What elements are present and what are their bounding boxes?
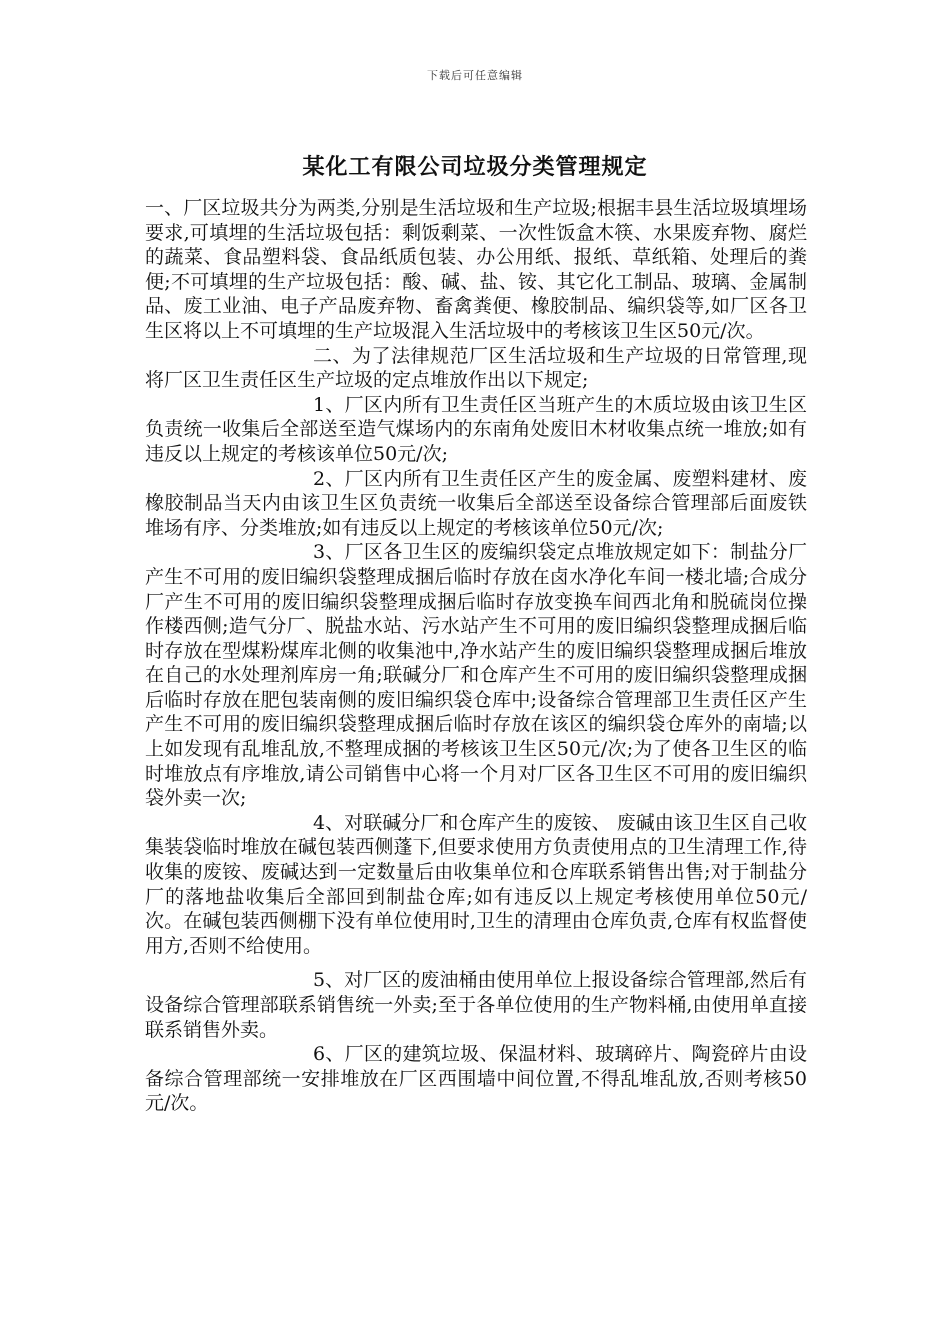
document-body bbox=[145, 196, 807, 1116]
paragraph-3: 1、厂区内所有卫生责任区当班产生的木质垃圾由该卫生区负责统一收集后全部送至造气煤场内的东南角处废旧木材收集点统一堆放;如有违反以上规定的考核该单位50元/次; bbox=[145, 393, 807, 465]
document-title: 某化工有限公司垃圾分类管理规定 bbox=[302, 155, 648, 180]
paragraph-4: 2、厂区内所有卫生责任区产生的废金属、废塑料建材、废橡胶制品当天内由该卫生区负责统一收集后全部送至设备综合管理部后面废铁堆场有序、分类堆放;如有违反以上规定的考核该单位50元/次; bbox=[145, 467, 807, 539]
paragraph-1: 一、厂区垃圾共分为两类,分别是生活垃圾和生产垃圾;根据丰县生活垃圾填埋场要求,可填埋的生活垃圾包括：剩饭剩菜、一次性饭盒木筷、水果废弃物、腐烂的蔬菜、食品塑料袋、食品纸质包装、办公用纸、报纸、草纸箱、处理后的粪便;不可填埋的生产垃圾包括：酸、碱、盐、铵、其它化工制品、玻璃、金属制品、废工业油、电子产品废弃物、畜禽粪便、橡胶制品、编织袋等,如厂区各卫生区将以上不可填埋的生产垃圾混入生活垃圾中的考核该卫生区50元/次。 bbox=[145, 197, 807, 342]
paragraph-6: 4、对联碱分厂和仓库产生的废铵、 废碱由该卫生区自己收集装袋临时堆放在碱包装西侧蓬下,但要求使用方负责使用点的卫生清理工作,待收集的废铵、废碱达到一定数量后由收集单位和仓库联系销售出售;对于制盐分厂的落地盐收集后全部回到制盐仓库;如有违反以上规定考核使用单位50元/次。在碱包装西侧棚下没有单位使用时,卫生的清理由仓库负责,仓库有权监督使用方,否则不给使用。 bbox=[145, 811, 807, 957]
paragraph-5: 3、厂区各卫生区的废编织袋定点堆放规定如下：制盐分厂产生不可用的废旧编织袋整理成捆后临时存放在卤水净化车间一楼北墙;合成分厂产生不可用的废旧编织袋整理成捆后临时存放变换车间西北角和脱硫岗位操作楼西侧;造气分厂、脱盐水站、污水站产生不可用的废旧编织袋整理成捆后临时存放在型煤粉煤库北侧的收集池中,净水站产生的废旧编织袋整理成捆后堆放在自己的水处理剂库房一角;联碱分厂和仓库产生不可用的废旧编织袋整理成捆后临时存放在肥包装南侧的废旧编织袋仓库中;设备综合管理部卫生责任区产生产生不可用的废旧编织袋整理成捆后临时存放在该区的编织袋仓库外的南墙;以上如发现有乱堆乱放,不整理成捆的考核该卫生区50元/次;为了使各卫生区的临时堆放点有序堆放,请公司销售中心将一个月对厂区各卫生区不可用的废旧编织袋外卖一次; bbox=[145, 541, 807, 810]
paragraph-2: 二、为了法律规范厂区生活垃圾和生产垃圾的日常管理,现将厂区卫生责任区生产垃圾的定点堆放作出以下规定; bbox=[145, 344, 807, 392]
header-note: 下载后可任意编辑 bbox=[427, 69, 523, 82]
paragraph-7: 5、对厂区的废油桶由使用单位上报设备综合管理部,然后有设备综合管理部联系销售统一外卖;至于各单位使用的生产物料桶,由使用单直接联系销售外卖。 bbox=[145, 969, 807, 1041]
paragraph-8: 6、厂区的建筑垃圾、保温材料、玻璃碎片、陶瓷碎片由设备综合管理部统一安排堆放在厂区西围墙中间位置,不得乱堆乱放,否则考核50元/次。 bbox=[145, 1043, 807, 1115]
